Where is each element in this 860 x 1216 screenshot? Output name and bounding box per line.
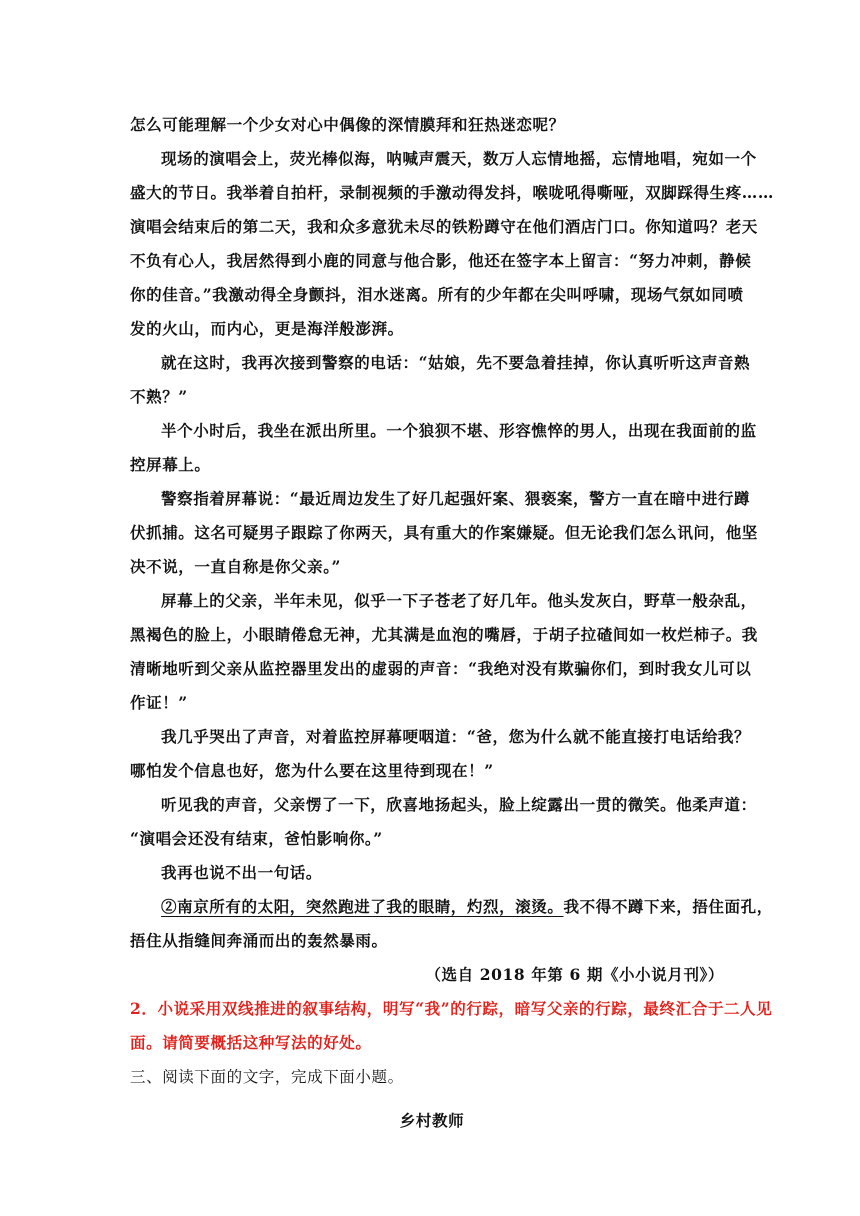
section-heading: 三、阅读下面的文字，完成下面小题。 xyxy=(130,1068,404,1086)
paragraph-line: 伏抓捕。这名可疑男子跟踪了你两天，具有重大的作案嫌疑。但无论我们怎么讯问，他坚 xyxy=(130,523,758,542)
paragraph-line: 我再也说不出一句话。 xyxy=(161,863,323,882)
paragraph-line: 控屏幕上。 xyxy=(130,455,211,474)
paragraph-line: “演唱会还没有结束，爸怕影响你。” xyxy=(130,829,383,848)
paragraph-line: 半个小时后，我坐在派出所里。一个狼狈不堪、形容憔悴的男人，出现在我面前的监 xyxy=(161,421,757,440)
paragraph-line: 你的佳音。”我激动得全身颤抖，泪水迷离。所有的少年都在尖叫呼啸，现场气氛如同喷 xyxy=(130,285,744,304)
paragraph-line: 清晰地听到父亲从监控器里发出的虚弱的声音：“我绝对没有欺骗你们，到时我女儿可以 xyxy=(130,659,752,678)
paragraph-line: 黑褐色的脸上，小眼睛倦怠无神，尤其满是血泡的嘴唇，于胡子拉碴间如一枚烂柿子。我 xyxy=(130,625,758,644)
question-line: 面。请简要概括这种写法的好处。 xyxy=(130,1033,372,1052)
paragraph-line: 发的火山，而内心，更是海洋般澎湃。 xyxy=(130,319,404,338)
underlined-sentence: ②南京所有的太阳，突然跑进了我的眼睛，灼烈，滚烫。 xyxy=(161,897,564,916)
paragraph-line: 决不说，一直自称是你父亲。” xyxy=(130,557,342,576)
sentence-rest: 我不得不蹲下来，捂住面孔， xyxy=(563,897,773,916)
question-line: 2．小说采用双线推进的叙事结构，明写“我”的行踪，暗写父亲的行踪，最终汇合于二人见 xyxy=(130,999,773,1018)
paragraph-line: 作证！” xyxy=(130,693,188,712)
paragraph-line: 怎么可能理解一个少女对心中偶像的深情膜拜和狂热迷恋呢？ xyxy=(130,115,565,134)
paragraph-line: 捂住从指缝间奔涌而出的轰然暴雨。 xyxy=(130,931,388,950)
paragraph-line: 听见我的声音，父亲愣了一下，欣喜地扬起头，脸上绽露出一贯的微笑。他柔声道： xyxy=(161,795,757,814)
paragraph-line: 就在这时，我再次接到警察的电话：“姑娘，先不要急着挂掉，你认真听听这声音熟 xyxy=(161,353,751,372)
paragraph-line: 不熟？” xyxy=(130,387,188,406)
paragraph-line: 警察指着屏幕说：“最近周边发生了好几起强奸案、猥亵案，警方一直在暗中进行蹲 xyxy=(161,489,751,508)
paragraph-line: 哪怕发个信息也好，您为什么要在这里待到现在！” xyxy=(130,761,494,780)
document-page xyxy=(130,108,775,1138)
paragraph-line: 现场的演唱会上，荧光棒似海，呐喊声震天，数万人忘情地摇，忘情地唱，宛如一个 xyxy=(161,149,757,168)
paragraph-line: 不负有心人，我居然得到小鹿的同意与他合影，他还在签字本上留言：“努力冲刺，静候 xyxy=(130,251,752,270)
source-citation: （选自 2018 年第 6 期《小小说月刊》） xyxy=(425,965,724,984)
paragraph-line: 屏幕上的父亲，半年未见，似乎一下子苍老了好几年。他头发灰白，野草一般杂乱， xyxy=(161,591,757,610)
paragraph-line: 我几乎哭出了声音，对着监控屏幕哽咽道：“爸，您为什么就不能直接打电话给我？ xyxy=(161,727,751,746)
article-title: 乡村教师 xyxy=(399,1111,465,1130)
paragraph-line xyxy=(130,890,773,924)
paragraph-line: 演唱会结束后的第二天，我和众多意犹未尽的铁粉蹲守在他们酒店门口。你知道吗？老天 xyxy=(130,217,758,236)
paragraph-line: 盛大的节日。我举着自拍杆，录制视频的手激动得发抖，喉咙吼得嘶哑，双脚踩得生疼…… xyxy=(130,183,775,202)
